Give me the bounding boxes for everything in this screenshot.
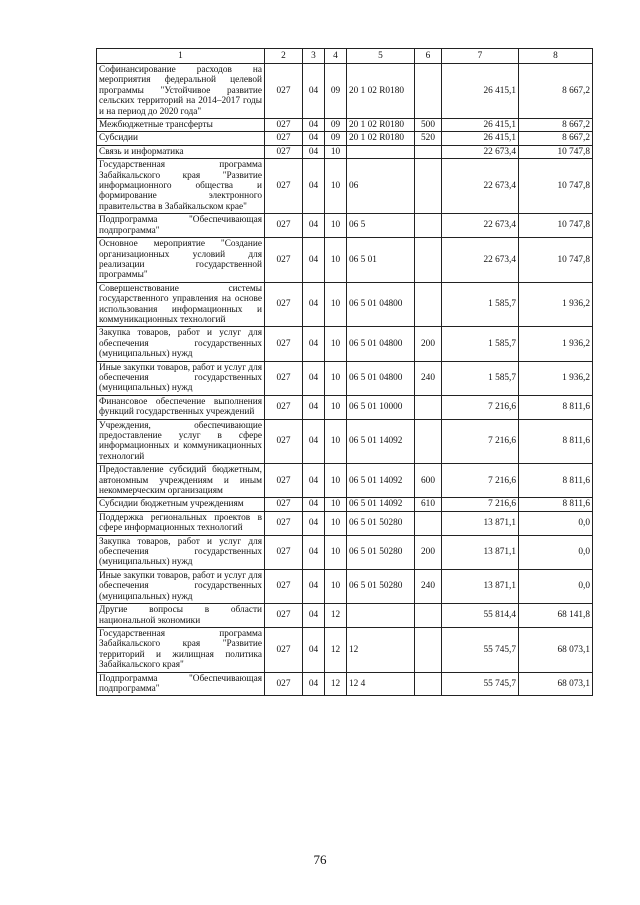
target-article-cell: 12 4: [347, 672, 415, 696]
section-code-cell: 04: [303, 419, 325, 464]
table-row: [97, 361, 593, 395]
row-name-cell: Субсидии бюджетным учреждениям: [97, 498, 265, 511]
column-header-1: 1: [97, 49, 265, 64]
target-article-cell: [347, 604, 415, 628]
row-name-cell: Финансовое обеспечение выполнения функций государственных учреждений: [97, 395, 265, 419]
admin-code-cell: 027: [265, 327, 303, 361]
target-article-cell: 06 5 01 50280: [347, 535, 415, 569]
table-row: [97, 119, 593, 132]
amount-year2-cell: 1 936,2: [519, 361, 593, 395]
row-name-cell: Субсидии: [97, 132, 265, 145]
table-row: [97, 395, 593, 419]
amount-year1-cell: 13 871,1: [442, 511, 519, 535]
target-article-cell: 06 5 01 14092: [347, 498, 415, 511]
admin-code-cell: 027: [265, 604, 303, 628]
column-header-6: 6: [415, 49, 442, 64]
admin-code-cell: 027: [265, 145, 303, 158]
table-header: [97, 49, 593, 64]
admin-code-cell: 027: [265, 672, 303, 696]
table-row: [97, 238, 593, 283]
subsection-code-cell: 10: [325, 214, 347, 238]
amount-year2-cell: 0,0: [519, 535, 593, 569]
subsection-code-cell: 10: [325, 511, 347, 535]
row-name-cell: Иные закупки товаров, работ и услуг для обеспечения государственных (муниципальных) нужд: [97, 361, 265, 395]
amount-year1-cell: 55 814,4: [442, 604, 519, 628]
amount-year1-cell: 26 415,1: [442, 132, 519, 145]
target-article-cell: 06 5 01 14092: [347, 464, 415, 498]
table-row: [97, 327, 593, 361]
section-code-cell: 04: [303, 145, 325, 158]
amount-year1-cell: 7 216,6: [442, 498, 519, 511]
amount-year1-cell: 22 673,4: [442, 159, 519, 214]
section-code-cell: 04: [303, 464, 325, 498]
row-name-cell: Государственная программа Забайкальского края "Развитие информационного общества и формирование электронного правительства в Забайкальском крае": [97, 159, 265, 214]
expense-type-cell: 610: [415, 498, 442, 511]
row-name-cell: Связь и информатика: [97, 145, 265, 158]
table-row: [97, 672, 593, 696]
section-code-cell: 04: [303, 361, 325, 395]
row-name-cell: Межбюджетные трансферты: [97, 119, 265, 132]
table-row: [97, 498, 593, 511]
target-article-cell: 20 1 02 R0180: [347, 132, 415, 145]
subsection-code-cell: 10: [325, 419, 347, 464]
expense-type-cell: 200: [415, 535, 442, 569]
target-article-cell: 06 5 01 04800: [347, 327, 415, 361]
section-code-cell: 04: [303, 535, 325, 569]
subsection-code-cell: 10: [325, 238, 347, 283]
amount-year2-cell: 0,0: [519, 569, 593, 603]
amount-year1-cell: 13 871,1: [442, 569, 519, 603]
row-name-cell: Совершенствование системы государственного управления на основе использования информационных и коммуникационных технологий: [97, 282, 265, 327]
amount-year2-cell: 0,0: [519, 511, 593, 535]
row-name-cell: Государственная программа Забайкальского края "Развитие территорий и жилищная политика Забайкальского края": [97, 627, 265, 672]
section-code-cell: 04: [303, 395, 325, 419]
expense-type-cell: [415, 64, 442, 119]
subsection-code-cell: 10: [325, 464, 347, 498]
subsection-code-cell: 10: [325, 282, 347, 327]
expense-type-cell: 520: [415, 132, 442, 145]
amount-year1-cell: 7 216,6: [442, 395, 519, 419]
amount-year2-cell: 10 747,8: [519, 159, 593, 214]
amount-year2-cell: 8 811,6: [519, 498, 593, 511]
target-article-cell: 06 5 01 04800: [347, 361, 415, 395]
admin-code-cell: 027: [265, 627, 303, 672]
section-code-cell: 04: [303, 282, 325, 327]
amount-year2-cell: 68 073,1: [519, 627, 593, 672]
table-body: [97, 64, 593, 696]
expense-type-cell: [415, 214, 442, 238]
target-article-cell: 06 5: [347, 214, 415, 238]
table-row: [97, 464, 593, 498]
row-name-cell: Закупка товаров, работ и услуг для обеспечения государственных (муниципальных) нужд: [97, 327, 265, 361]
table-row: [97, 604, 593, 628]
section-code-cell: 04: [303, 214, 325, 238]
table-row: [97, 282, 593, 327]
row-name-cell: Учреждения, обеспечивающие предоставление услуг в сфере информационных и коммуникационных технологий: [97, 419, 265, 464]
target-article-cell: 06 5 01: [347, 238, 415, 283]
target-article-cell: [347, 145, 415, 158]
target-article-cell: 06 5 01 14092: [347, 419, 415, 464]
expense-type-cell: [415, 145, 442, 158]
table-row: [97, 64, 593, 119]
target-article-cell: 20 1 02 R0180: [347, 119, 415, 132]
expense-type-cell: [415, 282, 442, 327]
admin-code-cell: 027: [265, 238, 303, 283]
amount-year1-cell: 22 673,4: [442, 145, 519, 158]
column-header-3: 3: [303, 49, 325, 64]
header-row: [97, 49, 593, 64]
expense-type-cell: [415, 159, 442, 214]
admin-code-cell: 027: [265, 361, 303, 395]
amount-year2-cell: 8 667,2: [519, 119, 593, 132]
row-name-cell: Софинансирование расходов на мероприятия федеральной целевой программы "Устойчивое развитие сельских территорий на 2014–2017 годы и на период до 2020 года": [97, 64, 265, 119]
amount-year1-cell: 26 415,1: [442, 64, 519, 119]
amount-year2-cell: 68 141,8: [519, 604, 593, 628]
section-code-cell: 04: [303, 604, 325, 628]
amount-year2-cell: 1 936,2: [519, 327, 593, 361]
target-article-cell: 06 5 01 10000: [347, 395, 415, 419]
column-header-7: 7: [442, 49, 519, 64]
amount-year2-cell: 10 747,8: [519, 214, 593, 238]
amount-year1-cell: 7 216,6: [442, 464, 519, 498]
amount-year1-cell: 22 673,4: [442, 214, 519, 238]
admin-code-cell: 027: [265, 511, 303, 535]
amount-year2-cell: 68 073,1: [519, 672, 593, 696]
column-header-2: 2: [265, 49, 303, 64]
row-name-cell: Подпрограмма "Обеспечивающая подпрограмма": [97, 214, 265, 238]
admin-code-cell: 027: [265, 464, 303, 498]
amount-year2-cell: 10 747,8: [519, 238, 593, 283]
expense-type-cell: [415, 395, 442, 419]
amount-year2-cell: 1 936,2: [519, 282, 593, 327]
column-header-4: 4: [325, 49, 347, 64]
amount-year1-cell: 26 415,1: [442, 119, 519, 132]
section-code-cell: 04: [303, 132, 325, 145]
subsection-code-cell: 10: [325, 498, 347, 511]
row-name-cell: Основное мероприятие "Создание организационных условий для реализации государственной программы": [97, 238, 265, 283]
expense-type-cell: [415, 604, 442, 628]
subsection-code-cell: 12: [325, 627, 347, 672]
amount-year1-cell: 1 585,7: [442, 282, 519, 327]
amount-year2-cell: 8 667,2: [519, 64, 593, 119]
expense-type-cell: [415, 238, 442, 283]
amount-year1-cell: 55 745,7: [442, 627, 519, 672]
expense-type-cell: 600: [415, 464, 442, 498]
row-name-cell: Закупка товаров, работ и услуг для обеспечения государственных (муниципальных) нужд: [97, 535, 265, 569]
admin-code-cell: 027: [265, 214, 303, 238]
row-name-cell: Поддержка региональных проектов в сфере информационных технологий: [97, 511, 265, 535]
target-article-cell: 06 5 01 50280: [347, 511, 415, 535]
amount-year2-cell: 8 811,6: [519, 419, 593, 464]
amount-year1-cell: 13 871,1: [442, 535, 519, 569]
admin-code-cell: 027: [265, 535, 303, 569]
amount-year2-cell: 10 747,8: [519, 145, 593, 158]
admin-code-cell: 027: [265, 282, 303, 327]
subsection-code-cell: 09: [325, 132, 347, 145]
amount-year1-cell: 7 216,6: [442, 419, 519, 464]
target-article-cell: 20 1 02 R0180: [347, 64, 415, 119]
section-code-cell: 04: [303, 119, 325, 132]
column-header-8: 8: [519, 49, 593, 64]
admin-code-cell: 027: [265, 159, 303, 214]
expense-type-cell: [415, 672, 442, 696]
subsection-code-cell: 10: [325, 145, 347, 158]
table-row: [97, 535, 593, 569]
admin-code-cell: 027: [265, 419, 303, 464]
expense-type-cell: 500: [415, 119, 442, 132]
section-code-cell: 04: [303, 569, 325, 603]
column-header-5: 5: [347, 49, 415, 64]
subsection-code-cell: 09: [325, 119, 347, 132]
subsection-code-cell: 09: [325, 64, 347, 119]
admin-code-cell: 027: [265, 498, 303, 511]
section-code-cell: 04: [303, 498, 325, 511]
expense-type-cell: 240: [415, 569, 442, 603]
page-number: 76: [313, 852, 327, 867]
subsection-code-cell: 10: [325, 361, 347, 395]
row-name-cell: Предоставление субсидий бюджетным, автономным учреждениям и иным некоммерческим организациям: [97, 464, 265, 498]
amount-year1-cell: 55 745,7: [442, 672, 519, 696]
subsection-code-cell: 12: [325, 604, 347, 628]
table-row: [97, 214, 593, 238]
subsection-code-cell: 10: [325, 327, 347, 361]
section-code-cell: 04: [303, 64, 325, 119]
budget-table: [96, 48, 593, 696]
section-code-cell: 04: [303, 672, 325, 696]
amount-year2-cell: 8 811,6: [519, 395, 593, 419]
expense-type-cell: 200: [415, 327, 442, 361]
expense-type-cell: [415, 419, 442, 464]
target-article-cell: 06: [347, 159, 415, 214]
admin-code-cell: 027: [265, 119, 303, 132]
expense-type-cell: [415, 511, 442, 535]
table-row: [97, 132, 593, 145]
amount-year2-cell: 8 811,6: [519, 464, 593, 498]
subsection-code-cell: 10: [325, 569, 347, 603]
table-row: [97, 159, 593, 214]
subsection-code-cell: 10: [325, 159, 347, 214]
expense-type-cell: 240: [415, 361, 442, 395]
table-row: [97, 145, 593, 158]
subsection-code-cell: 10: [325, 535, 347, 569]
table-row: [97, 511, 593, 535]
table-row: [97, 627, 593, 672]
subsection-code-cell: 12: [325, 672, 347, 696]
admin-code-cell: 027: [265, 64, 303, 119]
row-name-cell: Подпрограмма "Обеспечивающая подпрограмма": [97, 672, 265, 696]
target-article-cell: 06 5 01 04800: [347, 282, 415, 327]
target-article-cell: 12: [347, 627, 415, 672]
section-code-cell: 04: [303, 238, 325, 283]
admin-code-cell: 027: [265, 132, 303, 145]
amount-year1-cell: 1 585,7: [442, 361, 519, 395]
section-code-cell: 04: [303, 511, 325, 535]
section-code-cell: 04: [303, 627, 325, 672]
amount-year1-cell: 22 673,4: [442, 238, 519, 283]
row-name-cell: Иные закупки товаров, работ и услуг для обеспечения государственных (муниципальных) нужд: [97, 569, 265, 603]
admin-code-cell: 027: [265, 569, 303, 603]
admin-code-cell: 027: [265, 395, 303, 419]
target-article-cell: 06 5 01 50280: [347, 569, 415, 603]
table-row: [97, 569, 593, 603]
table-row: [97, 419, 593, 464]
section-code-cell: 04: [303, 159, 325, 214]
amount-year1-cell: 1 585,7: [442, 327, 519, 361]
expense-type-cell: [415, 627, 442, 672]
amount-year2-cell: 8 667,2: [519, 132, 593, 145]
section-code-cell: 04: [303, 327, 325, 361]
subsection-code-cell: 10: [325, 395, 347, 419]
row-name-cell: Другие вопросы в области национальной экономики: [97, 604, 265, 628]
